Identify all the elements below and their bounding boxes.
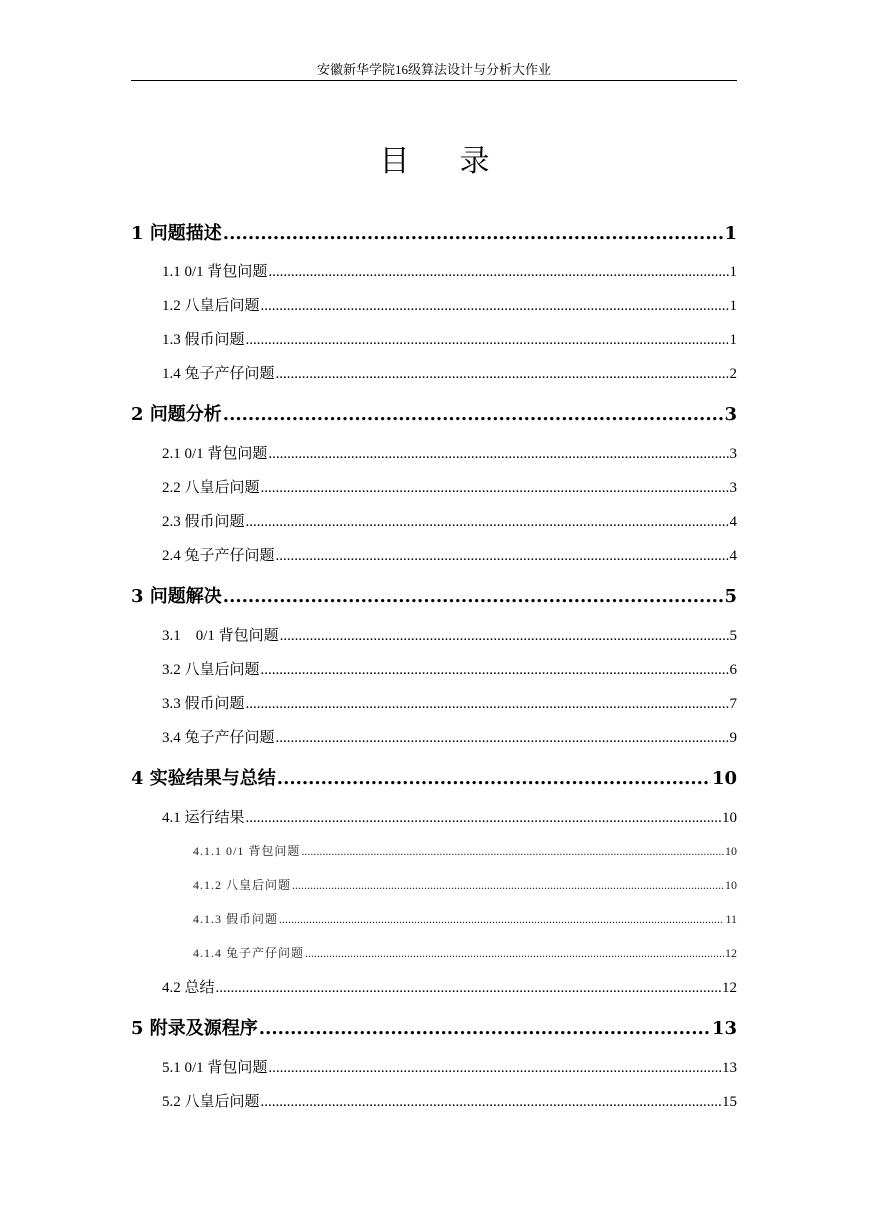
toc-entry[interactable]: [162, 510, 737, 530]
toc-entry[interactable]: [131, 764, 737, 788]
toc-entry-label: 2.4 兔子产仔问题: [162, 548, 275, 564]
toc-entry-page: 5: [724, 586, 737, 607]
toc-entry-page: 10: [711, 768, 737, 789]
toc-leader: [246, 514, 729, 531]
toc-leader: [305, 946, 724, 961]
toc-leader: [223, 586, 724, 607]
toc-entry-label: 4.1.3 假币问题: [193, 912, 279, 926]
toc-entry-page: 4: [729, 514, 737, 530]
toc-entry-page: 13: [711, 1018, 737, 1039]
toc-entry-page: 6: [729, 662, 737, 678]
toc-entry-label: 4.1.4 兔子产仔问题: [193, 946, 305, 960]
toc-entry[interactable]: [193, 910, 737, 926]
toc-entry[interactable]: [162, 1090, 737, 1110]
toc-entry-label: 3.3 假币问题: [162, 696, 245, 712]
toc-entry-page: 10: [722, 810, 737, 826]
toc-leader: [268, 264, 728, 281]
toc-leader: [276, 730, 729, 747]
toc-entry[interactable]: [162, 328, 737, 348]
toc-entry-page: 12: [725, 946, 737, 960]
toc-entry-label: 4.1 运行结果: [162, 810, 245, 826]
toc-entry-label: 1.4 兔子产仔问题: [162, 366, 275, 382]
toc-entry[interactable]: [193, 876, 737, 892]
toc-entry-page: 13: [722, 1060, 737, 1076]
toc-entry-label: 2 问题分析: [131, 404, 222, 425]
toc-leader: [223, 404, 724, 425]
toc-entry-page: 1: [729, 264, 737, 280]
toc-entry-page: 7: [729, 696, 737, 712]
toc-leader: [246, 696, 729, 713]
toc-entry-label: 2.2 八皇后问题: [162, 480, 260, 496]
toc-entry-page: 2: [729, 366, 737, 382]
toc-leader: [246, 810, 721, 827]
toc-leader: [301, 844, 724, 859]
toc-entry-label: 3 问题解决: [131, 586, 222, 607]
toc-entry[interactable]: [162, 624, 737, 644]
toc-leader: [276, 548, 729, 565]
toc-leader: [276, 366, 729, 383]
toc-entry[interactable]: [162, 362, 737, 382]
toc-entry-label: 2.3 假币问题: [162, 514, 245, 530]
toc-leader: [246, 332, 729, 349]
toc-entry-label: 2.1 0/1 背包问题: [162, 446, 268, 462]
toc-leader: [261, 298, 729, 315]
toc-leader: [216, 980, 721, 997]
toc-entry-page: 10: [725, 844, 737, 858]
toc-entry-page: 9: [729, 730, 737, 746]
toc-entry-label: 5 附录及源程序: [131, 1018, 258, 1039]
toc-entry[interactable]: [162, 692, 737, 712]
toc-entry-page: 3: [729, 446, 737, 462]
toc-leader: [268, 1060, 721, 1077]
toc-entry-label: 5.1 0/1 背包问题: [162, 1060, 268, 1076]
toc-entry[interactable]: [193, 944, 737, 960]
toc-entry[interactable]: [162, 294, 737, 314]
toc-entry[interactable]: [162, 442, 737, 462]
toc-entry-label: 4.2 总结: [162, 980, 215, 996]
toc-entry-page: 1: [729, 298, 737, 314]
toc-leader: [223, 223, 724, 244]
toc-entry-page: 1: [724, 223, 737, 244]
toc-entry-label: 1.1 0/1 背包问题: [162, 264, 268, 280]
toc-entry-page: 10: [725, 878, 737, 892]
toc-entry[interactable]: [131, 400, 737, 424]
toc-entry[interactable]: [131, 219, 737, 243]
toc-entry[interactable]: [162, 658, 737, 678]
toc-entry-page: 12: [722, 980, 737, 996]
toc-entry[interactable]: [131, 1014, 737, 1038]
toc-entry[interactable]: [162, 260, 737, 280]
toc-entry-label: 1.2 八皇后问题: [162, 298, 260, 314]
toc-entry-label: 3.1 0/1 背包问题: [162, 628, 279, 644]
toc-entry[interactable]: [162, 726, 737, 746]
toc-entry[interactable]: [162, 976, 737, 996]
toc-entry-page: 4: [729, 548, 737, 564]
title-char-1: 目: [379, 144, 410, 179]
toc-entry[interactable]: [162, 476, 737, 496]
toc-leader: [261, 662, 729, 679]
title-char-2: 录: [459, 144, 490, 179]
page-header: 安徽新华学院16级算法设计与分析大作业: [316, 62, 551, 77]
toc-entry-label: 4.1.1 0/1 背包问题: [193, 844, 301, 858]
toc-entry-page: 3: [729, 480, 737, 496]
toc-leader: [280, 628, 729, 645]
toc-entry[interactable]: [162, 1056, 737, 1076]
toc-entry-label: 3.2 八皇后问题: [162, 662, 260, 678]
toc-leader: [268, 446, 728, 463]
toc-leader: [261, 480, 729, 497]
toc-entry[interactable]: [193, 842, 737, 858]
toc-leader: [261, 1094, 721, 1111]
toc-entry-page: 15: [722, 1094, 737, 1110]
toc-entry-page: 1: [729, 332, 737, 348]
toc-entry-page: 3: [724, 404, 737, 425]
toc-entry[interactable]: [131, 582, 737, 606]
toc-entry-label: 5.2 八皇后问题: [162, 1094, 260, 1110]
toc-entry-page: 11: [725, 912, 737, 926]
toc-leader: [259, 1018, 711, 1039]
toc-entry-label: 1.3 假币问题: [162, 332, 245, 348]
toc-entry-page: 5: [729, 628, 737, 644]
toc-entry[interactable]: [162, 544, 737, 564]
toc-entry-label: 4.1.2 八皇后问题: [193, 878, 292, 892]
toc-leader: [292, 878, 724, 893]
toc-entry-label: 4 实验结果与总结: [131, 768, 276, 789]
toc-leader: [279, 912, 724, 927]
toc-entry-label: 1 问题描述: [131, 223, 222, 244]
toc-entry-label: 3.4 兔子产仔问题: [162, 730, 275, 746]
toc-entry[interactable]: [162, 806, 737, 826]
toc-leader: [277, 768, 711, 789]
